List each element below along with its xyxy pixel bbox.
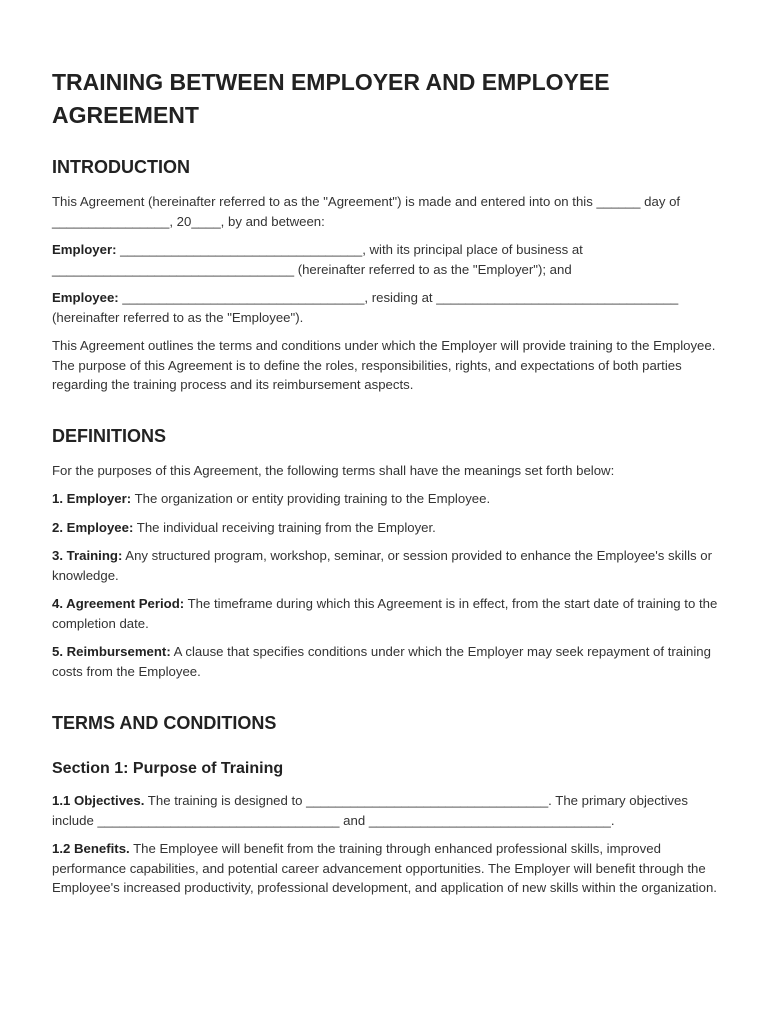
definition-text: Any structured program, workshop, seminar, or session provided to enhance the Employee's skills or knowledge.	[52, 548, 712, 583]
employer-paragraph	[52, 240, 732, 279]
employer-text: _________________________________, with its principal place of business at _________________________________ (hereinafter referred to as the "Employer"); and	[52, 242, 583, 277]
definition-item	[52, 518, 732, 538]
definition-text: The timeframe during which this Agreement is in effect, from the start date of training to the completion date.	[52, 596, 718, 631]
definition-text: A clause that specifies conditions under which the Employer may seek repayment of training costs from the Employee.	[52, 644, 711, 679]
introduction-heading: INTRODUCTION	[52, 157, 190, 177]
document-page	[52, 66, 732, 907]
definition-text: The organization or entity providing training to the Employee.	[131, 491, 491, 506]
benefits-label: 1.2 Benefits.	[52, 841, 130, 856]
employee-paragraph	[52, 288, 732, 327]
outline-paragraph: This Agreement outlines the terms and conditions under which the Employer will provide training to the Employee. The purpose of this Agreement is to define the roles, responsibilities, rights, and expectations of both parties regarding the training process and its reimbursement aspects.	[52, 338, 716, 392]
definition-item	[52, 594, 732, 633]
terms-heading: TERMS AND CONDITIONS	[52, 713, 277, 733]
definition-item	[52, 546, 732, 585]
objectives-paragraph	[52, 791, 732, 830]
employee-text: _________________________________, residing at _________________________________ (hereinafter referred to as the "Employee").	[52, 290, 679, 325]
section1-heading: Section 1: Purpose of Training	[52, 760, 284, 777]
definitions-intro: For the purposes of this Agreement, the following terms shall have the meanings set forth below:	[52, 462, 615, 478]
document-title: TRAINING BETWEEN EMPLOYER AND EMPLOYEE AGREEMENT	[52, 69, 610, 128]
definition-term: 2. Employee:	[52, 519, 134, 535]
definition-item	[52, 642, 732, 681]
employer-label: Employer:	[52, 242, 117, 257]
definition-term: 4. Agreement Period:	[52, 596, 185, 611]
objectives-label: 1.1 Objectives.	[52, 793, 145, 808]
definition-term: 5. Reimbursement:	[52, 644, 171, 659]
definitions-heading: DEFINITIONS	[52, 425, 167, 446]
benefits-paragraph	[52, 839, 732, 898]
employee-label: Employee:	[52, 290, 119, 305]
objectives-text: The training is designed to _________________________________. The primary objectives include _________________________________ and _________________________________.	[52, 793, 688, 828]
intro-paragraph: This Agreement (hereinafter referred to as the "Agreement") is made and entered into on this ______ day of ________________, 20____, by and between:	[52, 194, 681, 229]
definition-text: The individual receiving training from the Employer.	[133, 519, 436, 535]
definition-term: 1. Employer:	[52, 491, 132, 506]
benefits-text: The Employee will benefit from the training through enhanced professional skills, improved performance capabilities, and potential career advancement opportunities. The Employer will benefit through the Employee's increased productivity, professional development, and application of new skills within the organization.	[52, 841, 717, 895]
definition-term: 3. Training:	[52, 548, 123, 563]
definition-item	[52, 489, 732, 509]
